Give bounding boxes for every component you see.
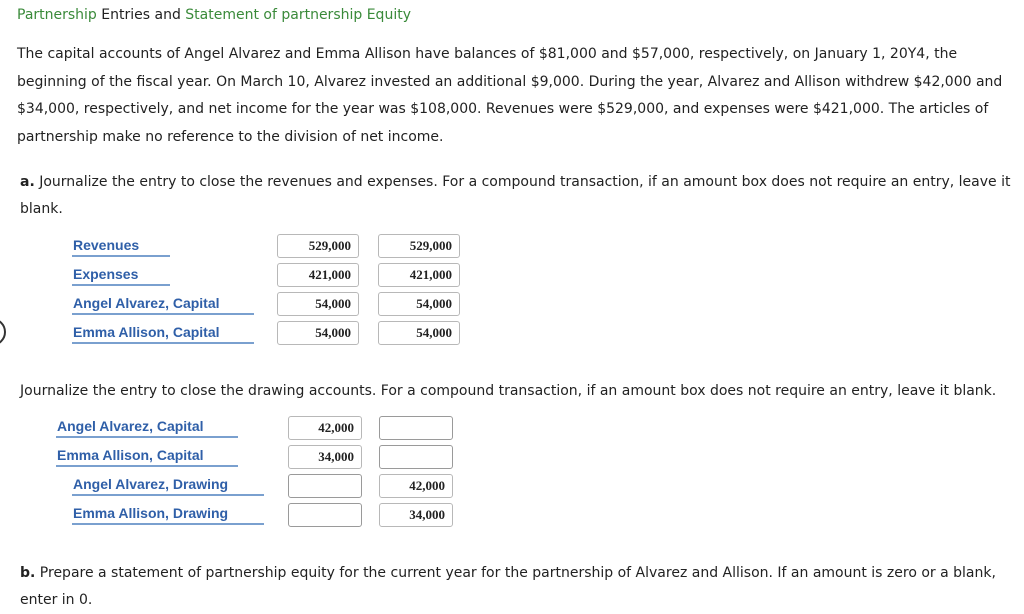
entry2-account-alvarez-capital[interactable]: Angel Alvarez, Capital — [56, 417, 238, 438]
breadcrumb-text: Entries and — [101, 7, 181, 23]
drawing-entry-instruction: Journalize the entry to close the drawing accounts. For a compound transaction, if an amount box does not require an entry, leave it blank. — [20, 383, 997, 399]
entry2-debit-input[interactable] — [288, 503, 362, 527]
entry2-credit-input[interactable] — [379, 416, 453, 440]
entry1-debit-input[interactable]: 54,000 — [277, 292, 359, 316]
circle-marker-icon — [0, 318, 6, 346]
entry2-account-alvarez-drawing[interactable]: Angel Alvarez, Drawing — [72, 475, 264, 496]
entry2-account-allison-drawing[interactable]: Emma Allison, Drawing — [72, 504, 264, 525]
entry1-debit-input[interactable]: 529,000 — [277, 234, 359, 258]
entry2-credit-input[interactable] — [379, 445, 453, 469]
part-a-text: Journalize the entry to close the revenues and expenses. For a compound transaction, if an amount box does not require an entry, leave it blank. — [20, 174, 1011, 217]
problem-description: The capital accounts of Angel Alvarez and Emma Allison have balances of $81,000 and $57,000, respectively, on January 1, 20Y4, the beginning of the fiscal year. On March 10, Alvarez invested an additional $9,000. During the year, Alvarez and Allison withdrew $42,000 and $34,000, respectively, and net income for the year was $108,000. Revenues were $529,000, and expenses were $421,000. The articles of partnership make no reference to the division of net income. — [17, 46, 1003, 145]
breadcrumb-statement-link[interactable]: Statement of partnership Equity — [185, 7, 411, 23]
entry1-credit-input[interactable]: 54,000 — [378, 292, 460, 316]
breadcrumb-partnership-link[interactable]: Partnership — [17, 7, 97, 23]
entry1-credit-input[interactable]: 54,000 — [378, 321, 460, 345]
entry1-credit-input[interactable]: 529,000 — [378, 234, 460, 258]
entry2-credit-input[interactable]: 34,000 — [379, 503, 453, 527]
part-b-letter: b. — [20, 565, 36, 581]
breadcrumb — [17, 6, 411, 24]
part-a-instruction — [20, 169, 1015, 223]
entry1-credit-input[interactable]: 421,000 — [378, 263, 460, 287]
entry1-account-expenses[interactable]: Expenses — [72, 265, 170, 286]
entry1-account-alvarez-capital[interactable]: Angel Alvarez, Capital — [72, 294, 254, 315]
entry1-debit-input[interactable]: 54,000 — [277, 321, 359, 345]
entry2-credit-input[interactable]: 42,000 — [379, 474, 453, 498]
entry1-account-revenues[interactable]: Revenues — [72, 236, 170, 257]
part-b-text: Prepare a statement of partnership equity for the current year for the partnership of Alvarez and Allison. If an amount is zero or a blank, enter in 0. — [20, 565, 996, 608]
entry2-debit-input[interactable]: 42,000 — [288, 416, 362, 440]
entry2-account-allison-capital[interactable]: Emma Allison, Capital — [56, 446, 238, 467]
entry1-debit-input[interactable]: 421,000 — [277, 263, 359, 287]
part-a-letter: a. — [20, 174, 35, 190]
entry2-debit-input[interactable]: 34,000 — [288, 445, 362, 469]
entry2-debit-input[interactable] — [288, 474, 362, 498]
entry1-account-allison-capital[interactable]: Emma Allison, Capital — [72, 323, 254, 344]
part-b-instruction — [20, 560, 1015, 614]
